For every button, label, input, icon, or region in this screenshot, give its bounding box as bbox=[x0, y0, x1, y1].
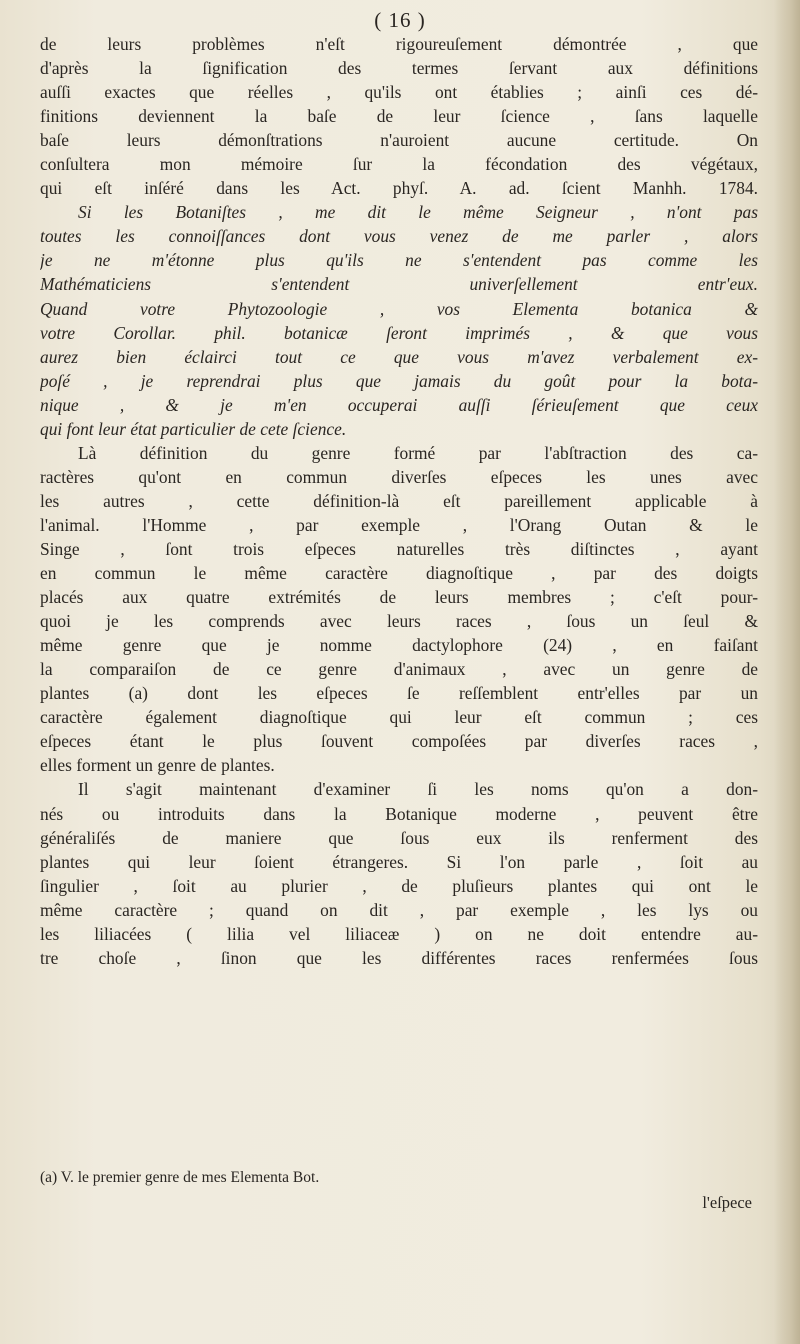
footnote: (a) V. le premier genre de mes Elementa Bot. bbox=[40, 1169, 320, 1186]
text-line: ractères qu'ont en commun diverſes eſpeces les unes avec bbox=[40, 466, 758, 487]
text-line: toutes les connoiſſances dont vous venez de me parler , alors bbox=[40, 226, 758, 247]
text-line: ſingulier , ſoit au plurier , de pluſieurs plantes qui ont le bbox=[40, 875, 758, 896]
text-line: plantes (a) dont les eſpeces ſe reſſemblent entr'elles par un bbox=[40, 683, 758, 704]
text-line: elles forment un genre de plantes. bbox=[40, 755, 275, 776]
text-line: Mathématiciens s'entendent univerſellement entr'eux. bbox=[40, 274, 758, 295]
text-line: Là définition du genre formé par l'abſtraction des ca- bbox=[78, 442, 758, 463]
text-line: eſpeces étant le plus ſouvent compoſées par diverſes races , bbox=[40, 731, 758, 752]
catchword: l'eſpece bbox=[702, 1193, 752, 1212]
text-line: qui font leur état particulier de cete ſcience. bbox=[40, 418, 347, 439]
text-line: baſe leurs démonſtrations n'auroient aucune certitude. On bbox=[40, 130, 758, 151]
text-line: conſultera mon mémoire ſur la fécondation des végétaux, bbox=[40, 154, 758, 175]
text-line: plantes qui leur ſoient étrangeres. Si l'on parle , ſoit au bbox=[40, 851, 758, 872]
text-line: placés aux quatre extrémités de leurs membres ; c'eſt pour- bbox=[40, 587, 758, 608]
text-line: l'animal. l'Homme , par exemple , l'Orang Outan & le bbox=[40, 514, 758, 535]
text-line: votre Corollar. phil. botanicæ ſeront imprimés , & que vous bbox=[40, 322, 758, 343]
body-text bbox=[40, 32, 758, 970]
text-line: la comparaiſon de ce genre d'animaux , avec un genre de bbox=[40, 659, 758, 680]
text-line: je ne m'étonne plus qu'ils ne s'entendent pas comme les bbox=[40, 250, 758, 271]
text-line: Si les Botaniſtes , me dit le même Seigneur , n'ont pas bbox=[78, 202, 758, 223]
page-gutter-shadow bbox=[774, 0, 800, 1344]
text-line: nique , & je m'en occuperai auſſi ſérieuſement que ceux bbox=[40, 394, 758, 415]
text-line: nés ou introduits dans la Botanique moderne , peuvent être bbox=[40, 803, 758, 824]
text-line: Singe , ſont trois eſpeces naturelles très diſtinctes , ayant bbox=[40, 538, 758, 559]
text-line: Il s'agit maintenant d'examiner ſi les noms qu'on a don- bbox=[78, 779, 758, 800]
text-line: aurez bien éclairci tout ce que vous m'avez verbalement ex- bbox=[40, 346, 758, 367]
text-line: les liliacées ( lilia vel liliaceæ ) on ne doit entendre au- bbox=[40, 923, 758, 944]
text-line: quoi je les comprends avec leurs races , ſous un ſeul & bbox=[40, 611, 758, 632]
text-line: en commun le même caractère diagnoſtique , par des doigts bbox=[40, 563, 758, 584]
text-line: de leurs problèmes n'eſt rigoureuſement démontrée , que bbox=[40, 34, 758, 54]
text-line: qui eſt inſéré dans les Act. phyſ. A. ad. ſcient Manhh. 1784. bbox=[40, 178, 758, 199]
text-line: même genre que je nomme dactylophore (24) , en faiſant bbox=[40, 635, 758, 656]
text-line: caractère également diagnoſtique qui leur eſt commun ; ces bbox=[40, 707, 758, 728]
text-line: d'après la ſignification des termes ſervant aux définitions bbox=[40, 58, 758, 79]
text-line: tre choſe , ſinon que les différentes races renfermées ſous bbox=[40, 947, 758, 968]
text-line: généraliſés de maniere que ſous eux ils renferment des bbox=[40, 827, 758, 848]
text-line: finitions deviennent la baſe de leur ſcience , ſans laquelle bbox=[40, 106, 758, 127]
text-line: Quand votre Phytozoologie , vos Elementa botanica & bbox=[40, 298, 758, 319]
text-line: même caractère ; quand on dit , par exemple , les lys ou bbox=[40, 899, 758, 920]
text-line: poſé , je reprendrai plus que jamais du goût pour la bota- bbox=[40, 370, 758, 391]
text-line: auſſi exactes que réelles , qu'ils ont établies ; ainſi ces dé- bbox=[40, 82, 758, 103]
text-line: les autres , cette définition-là eſt pareillement applicable à bbox=[40, 490, 758, 511]
page-number: ( 16 ) bbox=[374, 8, 426, 32]
